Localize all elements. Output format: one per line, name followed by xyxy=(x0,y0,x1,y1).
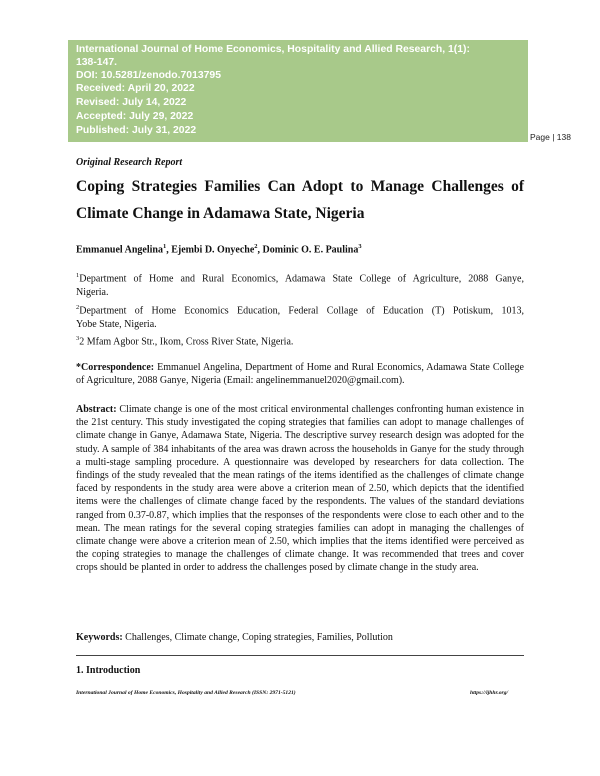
paper-title-line1: Coping Strategies Families Can Adopt to Manage Challenges of xyxy=(76,178,524,195)
correspondence xyxy=(76,361,524,387)
abstract xyxy=(76,403,524,575)
affiliation-2 xyxy=(76,301,524,331)
author-list xyxy=(76,243,362,255)
keywords-label: Keywords: xyxy=(76,632,123,643)
paper-title-line2: Climate Change in Adamawa State, Nigeria xyxy=(76,205,365,222)
affiliation-1 xyxy=(76,269,524,299)
footer-url-link[interactable]: https://ijhhr.org/ xyxy=(470,690,509,696)
affiliation-mark: 3 xyxy=(76,335,80,342)
affiliation-text: 2 Mfam Agbor Str., Ikom, Cross River State, Nigeria. xyxy=(79,336,294,348)
affiliation-mark: 1 xyxy=(76,272,80,279)
revised-date: Revised: July 14, 2022 xyxy=(76,97,187,108)
affiliation-text: Department of Home Economics Education, Federal Collage of Education (T) Potiskum, 1013, xyxy=(79,305,524,317)
author-affiliation-mark: 2 xyxy=(254,243,258,250)
author-separator: , xyxy=(166,244,172,256)
keywords-text: Challenges, Climate change, Coping strategies, Families, Pollution xyxy=(122,632,393,643)
author-name: Ejembi D. Onyeche xyxy=(171,244,255,256)
section-label: Original Research Report xyxy=(76,157,183,168)
published-date: Published: July 31, 2022 xyxy=(76,125,197,136)
footer-journal-name: International Journal of Home Economics, Hospitality and Allied Research (ISSN: 2971-5121) xyxy=(76,690,296,696)
correspondence-text: Emmanuel Angelina, Department of Home and Rural Economics, Adamawa State College of Agriculture, 2088 Ganye, Nigeria (Email: angelinemmanuel2020@gmail.com). xyxy=(76,362,524,387)
affiliation-text: Department of Home and Rural Economics, Adamawa State College of Agriculture, 2088 Ganye, xyxy=(79,273,524,285)
author-affiliation-mark: 3 xyxy=(358,243,362,250)
journal-header-box xyxy=(68,40,528,142)
journal-citation-line1: International Journal of Home Economics, Hospitality and Allied Research, 1(1): xyxy=(76,44,470,55)
doi: DOI: 10.5281/zenodo.7013795 xyxy=(76,70,221,81)
keywords xyxy=(76,632,393,643)
received-date: Received: April 20, 2022 xyxy=(76,83,195,94)
affiliation-text: Nigeria. xyxy=(76,286,109,298)
author-name: Emmanuel Angelina xyxy=(76,244,163,256)
affiliation-text: Yobe State, Nigeria. xyxy=(76,318,157,330)
journal-citation-line2: 138-147. xyxy=(76,57,118,68)
affiliation-mark: 2 xyxy=(76,304,80,311)
author-name: Dominic O. E. Paulina xyxy=(262,244,359,256)
correspondence-label: *Correspondence: xyxy=(76,362,155,373)
author-separator: , xyxy=(257,244,263,256)
author-affiliation-mark: 1 xyxy=(162,243,167,250)
abstract-text: Climate change is one of the most critical environmental challenges confronting human existence in the 21st century. This study investigated the coping strategies that families can adopt to manage challenges of climate change in Ganye, Adamawa State, Nigeria. The descriptive survey research design was adopted for the study. A sample of 384 inhabitants of the area was drawn across the households in Ganye for the study through a multi-stage sampling procedure. A questionnaire was developed by researchers for data collection. The findings of the study revealed that the mean ratings of the items identified as the challenges of climate change faced by respondents in the study area were above a criterion mean of 2.50, which depicts that the identified items were the challenges of climate change faced by the respondents. The values of the standard deviations ranged from 0.37-0.87, which implies that the responses of the respondents were close to each other and to the mean. The mean ratings for the several coping strategies families can adopt in managing the challenges of climate change were above a criterion mean of 2.50, which implies that the items identified were perceived as the coping strategies to manage the challenges of climate change. It was recommended that trees and cover crops should be planted in order to address the challenges posed by climate change in the study area. xyxy=(76,404,524,574)
abstract-label: Abstract: xyxy=(76,404,117,415)
affiliation-3 xyxy=(76,332,524,349)
section-divider xyxy=(76,655,524,656)
introduction-heading: 1. Introduction xyxy=(76,665,141,676)
accepted-date: Accepted: July 29, 2022 xyxy=(76,111,194,122)
page-number: Page | 138 xyxy=(530,132,571,142)
